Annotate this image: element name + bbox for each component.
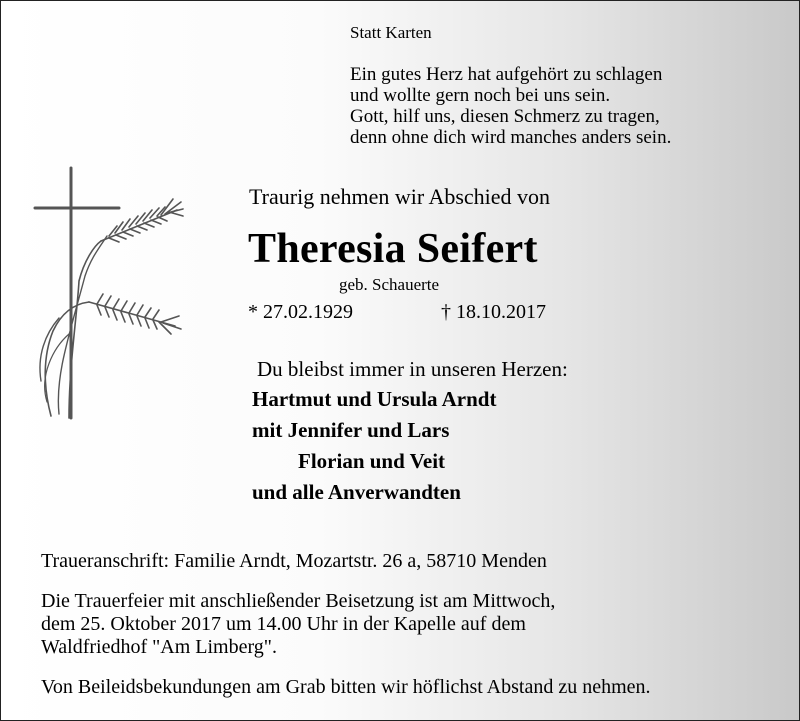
mourners-heading: Du bleibst immer in unseren Herzen: xyxy=(257,357,568,381)
verse xyxy=(350,64,671,148)
intro-text: Traurig nehmen wir Abschied von xyxy=(249,184,551,209)
deceased-name: Theresia Seifert xyxy=(248,226,538,272)
mourning-address: Traueranschrift: Familie Arndt, Mozartstr. 26 a, 58710 Menden xyxy=(41,550,547,572)
maiden-name: geb. Schauerte xyxy=(339,275,440,294)
mourner-line: und alle Anverwandten xyxy=(252,480,461,504)
ceremony-info xyxy=(41,590,555,659)
ceremony-line: Die Trauerfeier mit anschließender Beisetzung ist am Mittwoch, xyxy=(41,590,556,612)
mourner-line: mit Jennifer und Lars xyxy=(252,418,450,442)
cross-with-wheat-icon xyxy=(29,166,189,421)
ceremony-line: dem 25. Oktober 2017 um 14.00 Uhr in der Kapelle auf dem xyxy=(41,613,526,635)
statt-karten: Statt Karten xyxy=(350,23,432,42)
verse-line: denn ohne dich wird manches anders sein. xyxy=(350,127,672,148)
death-date: † 18.10.2017 xyxy=(441,301,546,323)
verse-line: Gott, hilf uns, diesen Schmerz zu tragen, xyxy=(350,106,660,127)
birth-date: * 27.02.1929 xyxy=(248,301,353,323)
condolence-request: Von Beileidsbekundungen am Grab bitten wir höflichst Abstand zu nehmen. xyxy=(41,676,651,698)
mourner-line: Hartmut und Ursula Arndt xyxy=(252,387,497,411)
verse-line: Ein gutes Herz hat aufgehört zu schlagen xyxy=(350,64,663,85)
verse-line: und wollte gern noch bei uns sein. xyxy=(350,85,611,106)
ceremony-line: Waldfriedhof "Am Limberg". xyxy=(41,636,277,658)
mourner-line: Florian und Veit xyxy=(298,449,446,473)
